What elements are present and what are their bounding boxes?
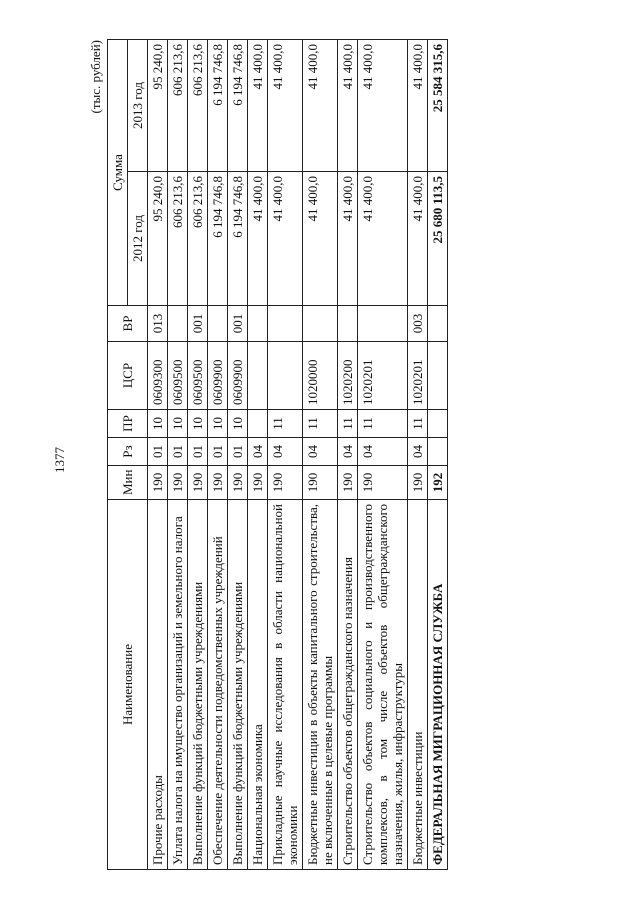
table-row: [208, 40, 228, 870]
cell-name: ФЕДЕРАЛЬНАЯ МИГРАЦИОННАЯ СЛУЖБА: [428, 500, 448, 870]
cell-vr: 001: [228, 306, 248, 342]
header-csr: ЦСР: [108, 342, 148, 410]
cell-vr: 001: [188, 306, 208, 342]
cell-rz: 04: [303, 438, 338, 466]
cell-vr: [428, 306, 448, 342]
cell-y2013: 606 213,6: [168, 40, 188, 172]
cell-csr: [428, 342, 448, 410]
cell-vr: [268, 306, 303, 342]
cell-y2013: 41 400,0: [358, 40, 408, 172]
cell-y2012: 41 400,0: [303, 172, 338, 306]
cell-vr: [208, 306, 228, 342]
cell-vr: [303, 306, 338, 342]
cell-min: 190: [148, 466, 168, 500]
cell-y2013: 41 400,0: [248, 40, 268, 172]
cell-rz: 04: [408, 438, 428, 466]
cell-csr: 0609500: [168, 342, 188, 410]
cell-y2012: 41 400,0: [338, 172, 358, 306]
cell-min: 190: [228, 466, 248, 500]
cell-rz: 04: [268, 438, 303, 466]
cell-y2012: 606 213,6: [168, 172, 188, 306]
cell-min: 190: [268, 466, 303, 500]
cell-name: Бюджетные инвестиции в объекты капитального строительства, не включенные в целевые программы: [303, 500, 338, 870]
table-row: [358, 40, 408, 870]
cell-pr: 10: [188, 410, 208, 438]
table-row: [148, 40, 168, 870]
cell-rz: 01: [208, 438, 228, 466]
cell-csr: 0609900: [208, 342, 228, 410]
cell-pr: 11: [268, 410, 303, 438]
header-2012: 2012 год: [128, 172, 148, 306]
cell-name: Выполнение функций бюджетными учреждениями: [228, 500, 248, 870]
cell-pr: 10: [168, 410, 188, 438]
cell-y2012: 6 194 746,8: [228, 172, 248, 306]
cell-min: 190: [303, 466, 338, 500]
cell-csr: 0609900: [228, 342, 248, 410]
cell-min: 192: [428, 466, 448, 500]
cell-name: Прочие расходы: [148, 500, 168, 870]
cell-csr: [268, 342, 303, 410]
header-vr: ВР: [108, 306, 148, 342]
table-row: [168, 40, 188, 870]
cell-rz: 01: [168, 438, 188, 466]
cell-min: 190: [188, 466, 208, 500]
header-name: Наименование: [108, 500, 148, 870]
cell-csr: 1020201: [358, 342, 408, 410]
header-rz: Рз: [108, 438, 148, 466]
cell-csr: 1020000: [303, 342, 338, 410]
table-row: [248, 40, 268, 870]
header-pr: ПР: [108, 410, 148, 438]
cell-y2013: 41 400,0: [268, 40, 303, 172]
table-row: [408, 40, 428, 870]
cell-y2012: 41 400,0: [248, 172, 268, 306]
table-row: [188, 40, 208, 870]
cell-pr: [248, 410, 268, 438]
cell-vr: [358, 306, 408, 342]
page-number: 1377: [52, 447, 67, 473]
cell-name: Строительство объектов социального и производственного комплексов, в том числе объектов общегражданского назначения, жилья, инфраструктуры: [358, 500, 408, 870]
table-row: [338, 40, 358, 870]
cell-y2013: 41 400,0: [338, 40, 358, 172]
table-row: [228, 40, 248, 870]
cell-pr: 11: [303, 410, 338, 438]
cell-csr: [248, 342, 268, 410]
cell-y2013: 6 194 746,8: [208, 40, 228, 172]
cell-csr: 0609300: [148, 342, 168, 410]
cell-y2012: 41 400,0: [358, 172, 408, 306]
cell-pr: 11: [338, 410, 358, 438]
table-row: [303, 40, 338, 870]
header-sum: Сумма: [108, 40, 128, 306]
cell-min: 190: [338, 466, 358, 500]
cell-name: Бюджетные инвестиции: [408, 500, 428, 870]
cell-y2012: 606 213,6: [188, 172, 208, 306]
cell-name: Строительство объектов общегражданского назначения: [338, 500, 358, 870]
table-row: [268, 40, 303, 870]
cell-csr: 1020201: [408, 342, 428, 410]
table-row: [428, 40, 448, 870]
cell-name: Обеспечение деятельности подведомственных учреждений: [208, 500, 228, 870]
cell-y2012: 95 240,0: [148, 172, 168, 306]
cell-rz: 04: [248, 438, 268, 466]
cell-pr: [428, 410, 448, 438]
cell-rz: 01: [188, 438, 208, 466]
cell-csr: 0609500: [188, 342, 208, 410]
cell-min: 190: [358, 466, 408, 500]
cell-name: Уплата налога на имущество организаций и земельного налога: [168, 500, 188, 870]
cell-min: 190: [408, 466, 428, 500]
cell-pr: 11: [408, 410, 428, 438]
cell-min: 190: [168, 466, 188, 500]
cell-y2013: 25 584 315,6: [428, 40, 448, 172]
cell-name: Национальная экономика: [248, 500, 268, 870]
cell-y2013: 41 400,0: [303, 40, 338, 172]
cell-y2013: 606 213,6: [188, 40, 208, 172]
cell-y2012: 6 194 746,8: [208, 172, 228, 306]
header-min: Мин: [108, 466, 148, 500]
cell-rz: 04: [358, 438, 408, 466]
cell-vr: [168, 306, 188, 342]
cell-pr: 11: [358, 410, 408, 438]
cell-y2012: 41 400,0: [268, 172, 303, 306]
cell-vr: 013: [148, 306, 168, 342]
cell-y2013: 41 400,0: [408, 40, 428, 172]
cell-name: Прикладные научные исследования в области национальной экономики: [268, 500, 303, 870]
cell-min: 190: [208, 466, 228, 500]
cell-pr: 10: [228, 410, 248, 438]
cell-name: Выполнение функций бюджетными учреждениями: [188, 500, 208, 870]
cell-y2012: 25 680 113,5: [428, 172, 448, 306]
cell-pr: 10: [148, 410, 168, 438]
cell-rz: 01: [228, 438, 248, 466]
cell-rz: [428, 438, 448, 466]
cell-rz: 04: [338, 438, 358, 466]
cell-y2013: 95 240,0: [148, 40, 168, 172]
header-2013: 2013 год: [128, 40, 148, 172]
cell-pr: 10: [208, 410, 228, 438]
cell-vr: [338, 306, 358, 342]
units-label: (тыс. рублей): [88, 40, 103, 114]
cell-vr: 003: [408, 306, 428, 342]
cell-rz: 01: [148, 438, 168, 466]
cell-vr: [248, 306, 268, 342]
cell-y2013: 6 194 746,8: [228, 40, 248, 172]
budget-table: [107, 39, 448, 870]
cell-y2012: 41 400,0: [408, 172, 428, 306]
cell-min: 190: [248, 466, 268, 500]
cell-csr: 1020200: [338, 342, 358, 410]
rotated-page-content: [85, 40, 615, 870]
